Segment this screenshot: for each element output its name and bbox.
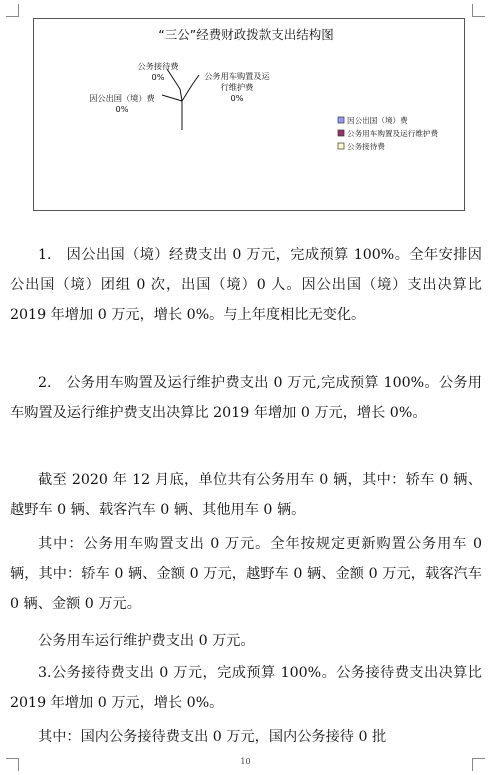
paragraph-reception-expense: 3.公务接待费支出 0 万元，完成预算 100%。公务接待费支出决算比 2019 年增加 0 万元，增长 0%。 [10, 665, 482, 711]
pie-chart [33, 18, 465, 211]
data-label-vehicle-name-line2: 行维护费 [220, 82, 254, 92]
crop-mark-top-left [6, 4, 19, 17]
pie-chart-svg [34, 19, 466, 212]
legend-swatch-overseas [338, 117, 344, 123]
chart-title: “三公”经费财政拨款支出结构图 [158, 27, 334, 42]
legend-label-vehicle: 公务用车购置及运行维护费 [347, 129, 439, 138]
paragraph-vehicle-expense: 2. 公务用车购置及运行维护费支出 0 万元,完成预算 100%。公务用车购置及运行维护费支出决算比 2019 年增加 0 万元，增长 0%。 [10, 375, 482, 421]
chart-legend [338, 115, 439, 151]
crop-mark-top-right [472, 4, 485, 17]
paragraph-vehicle-purchase: 其中：公务用车购置支出 0 万元。全年按规定更新购置公务用车 0 辆，其中：轿车 0 辆、金额 0 万元，越野车 0 辆、金额 0 万元，载客汽车 0 辆、金额 0 万元。 [10, 536, 482, 612]
legend-swatch-vehicle [338, 130, 344, 136]
leader-line-reception [167, 69, 182, 101]
legend-swatch-reception [338, 143, 344, 149]
paragraph-vehicle-count: 截至 2020 年 12 月底，单位共有公务用车 0 辆，其中：轿车 0 辆、越野车 0 辆、载客汽车 0 辆、其他用车 0 辆。 [10, 472, 482, 518]
legend-label-reception: 公务接待费 [347, 142, 385, 151]
pie-leader-lines [162, 69, 199, 130]
page-number: 10 [240, 757, 251, 766]
data-label-vehicle-pct: 0% [230, 93, 244, 103]
paragraph-vehicle-maintenance: 公务用车运行维护费支出 0 万元。 [38, 633, 255, 649]
data-label-overseas-name: 因公出国（境）费 [89, 93, 155, 103]
paragraph-overseas-expense: 1. 因公出国（境）经费支出 0 万元，完成预算 100%。全年安排因公出国（境）团组 0 次，出国（境）0 人。因公出国（境）支出决算比 2019 年增加 0 万元，增长 0%。与上年度相比无变化。 [10, 247, 482, 323]
data-label-reception-name: 公务接待费 [137, 61, 179, 71]
paragraph-domestic-reception: 其中：国内公务接待费支出 0 万元，国内公务接待 0 批 [38, 729, 387, 745]
legend-label-overseas: 因公出国（境）费 [347, 116, 408, 125]
data-label-reception-pct: 0% [151, 72, 165, 82]
leader-line-overseas [162, 95, 182, 101]
leader-line-vehicle [182, 75, 199, 101]
data-label-vehicle-name-line1: 公务用车购置及运 [204, 71, 270, 81]
data-label-overseas-pct: 0% [115, 104, 129, 114]
